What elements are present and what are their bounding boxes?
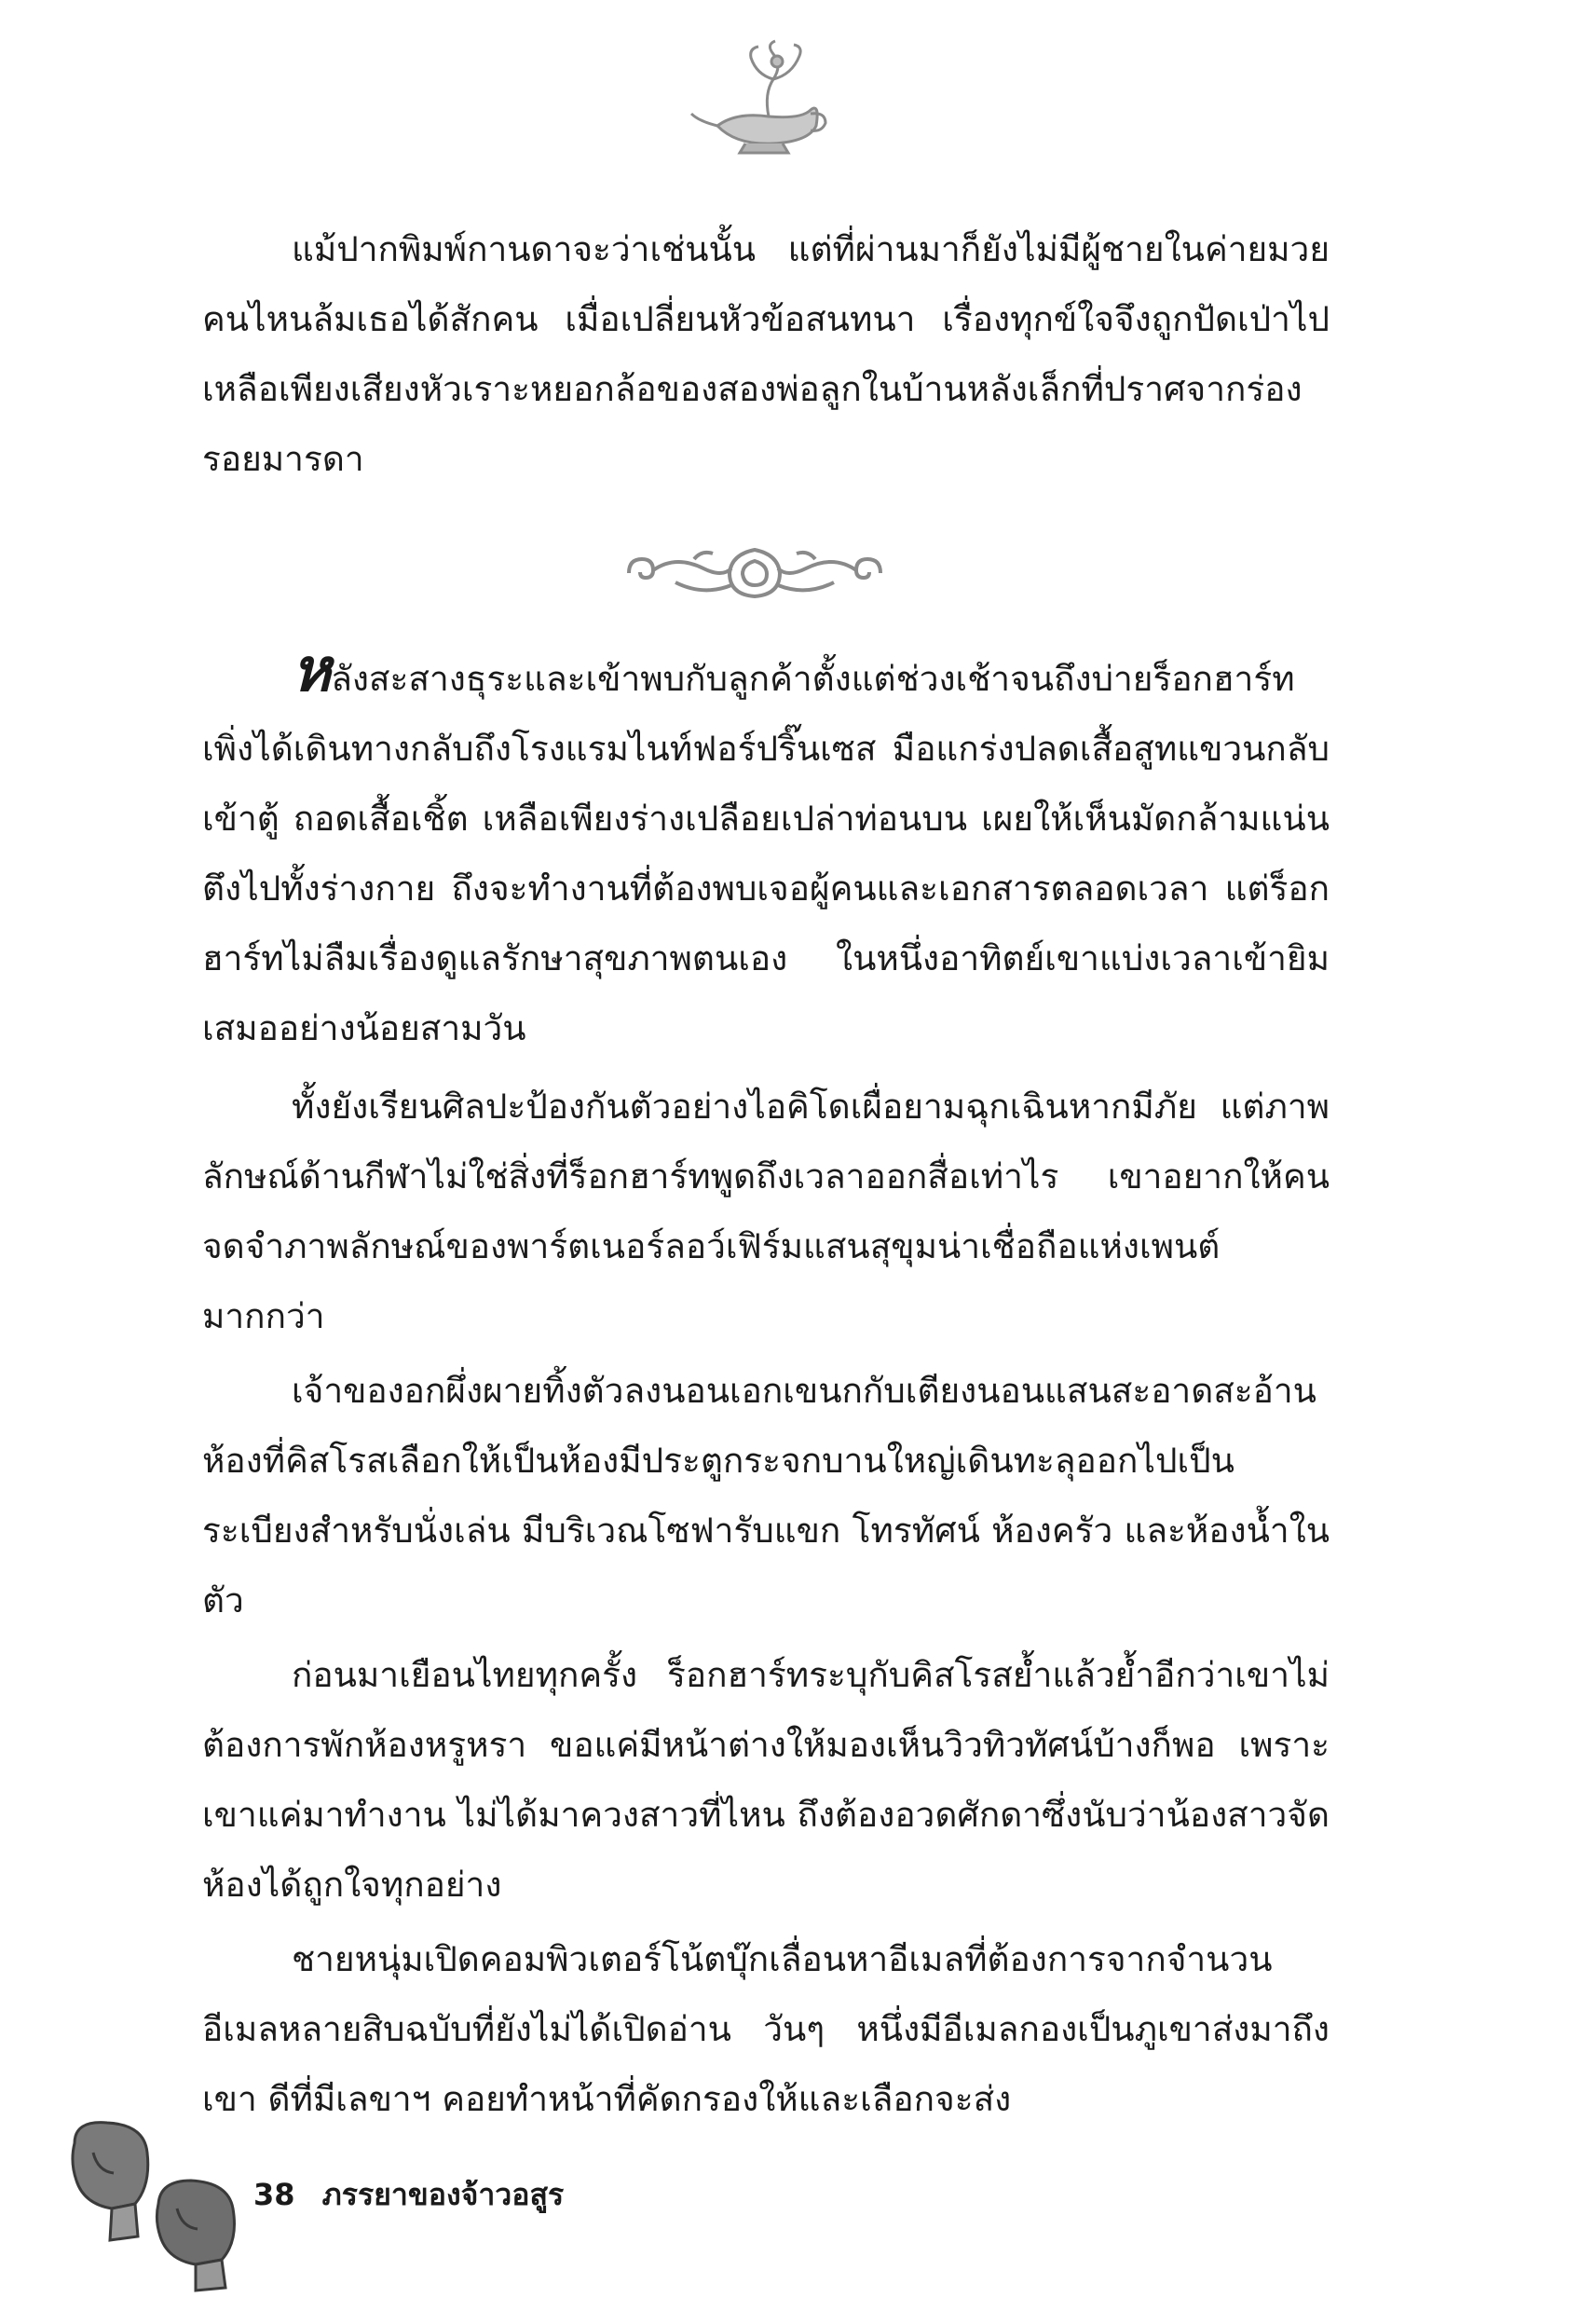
- paragraph: ก่อนมาเยือนไทยทุกครั้ง ร็อกฮาร์ทระบุกับคิสโรสย้ำแล้วย้ำอีกว่าเขาไม่ต้องการพักห้องหรูหรา ขอแค่มีหน้าต่างให้มองเห็นวิวทิวทัศน์บ้างก็พอ เพราะเขาแค่มาทำงาน ไม่ได้มาควงสาวที่ไหน ถึงต้องอวดศักดาซึ่งนับว่าน้องสาวจัดห้องได้ถูกใจทุกอย่าง: [202, 1655, 1330, 1905]
- genie-lamp-icon: [680, 37, 829, 158]
- paragraph: ทั้งยังเรียนศิลปะป้องกันตัวอย่างไอคิโดเผื่อยามฉุกเฉินหากมีภัย แต่ภาพลักษณ์ด้านกีฬาไม่ใช่สิ่งที่ร็อกฮาร์ทพูดถึงเวลาออกสื่อเท่าไร เขาอยากให้คนจดจำภาพลักษณ์ของพาร์ตเนอร์ลอว์เฟิร์มแสนสุขุมน่าเชื่อถือแห่งเพนต์มากกว่า: [202, 1087, 1330, 1336]
- paragraph: เจ้าของอกผึ่งผายทิ้งตัวลงนอนเอกเขนกกับเตียงนอนแสนสะอาดสะอ้าน ห้องที่คิสโรสเลือกให้เป็นห้องมีประตูกระจกบานใหญ่เดินทะลุออกไปเป็นระเบียงสำหรับนั่งเล่น มีบริเวณโซฟารับแขก โทรทัศน์ ห้องครัว และห้องน้ำในตัว: [202, 1371, 1330, 1620]
- page-footer: [253, 2171, 580, 2219]
- paragraph: ชายหนุ่มเปิดคอมพิวเตอร์โน้ตบุ๊กเลื่อนหาอีเมลที่ต้องการจากจำนวนอีเมลหลายสิบฉบับที่ยังไม่ได้เปิดอ่าน วันๆ หนึ่งมีอีเมลกองเป็นภูเขาส่งมาถึงเขา ดีที่มีเลขาฯ คอยทำหน้าที่คัดกรองให้และเลือกจะส่ง: [202, 1939, 1330, 2119]
- book-title: ภรรยาของจ้าวอสูร: [321, 2177, 565, 2212]
- paragraph: แม้ปากพิมพ์กานดาจะว่าเช่นนั้น แต่ที่ผ่านมาก็ยังไม่มีผู้ชายในค่ายมวยคนไหนล้มเธอได้สักคน เมื่อเปลี่ยนหัวข้อสนทนา เรื่องทุกข์ใจจึงถูกปัดเป่าไป เหลือเพียงเสียงหัวเราะหยอกล้อของสองพ่อลูกในบ้านหลังเล็กที่ปราศจากร่องรอยมารดา: [202, 229, 1330, 479]
- chapter-opening-text: ลังสะสางธุระและเข้าพบกับลูกค้าตั้งแต่ช่วงเช้าจนถึงบ่ายร็อกฮาร์ทเพิ่งได้เดินทางกลับถึงโรงแรมไนท์ฟอร์ปริ๊นเซส มือแกร่งปลดเสื้อสูทแขวนกลับเข้าตู้ ถอดเสื้อเชิ้ต เหลือเพียงร่างเปลือยเปล่าท่อนบน เผยให้เห็นมัดกล้ามแน่นตึงไปทั้งร่างกาย ถึงจะทำงานที่ต้องพบเจอผู้คนและเอกสารตลอดเวลา แต่ร็อกฮาร์ทไม่ลืมเรื่องดูแลรักษาสุขภาพตนเอง ในหนึ่งอาทิตย์เขาแบ่งเวลาเข้ายิมเสมออย่างน้อยสามวัน: [202, 659, 1330, 1048]
- drop-cap: ห: [292, 636, 332, 705]
- chapter-opening-paragraph: [202, 636, 1330, 1063]
- page-number: 38: [253, 2177, 295, 2212]
- flourish-divider-icon: [620, 531, 890, 615]
- boxing-gloves-icon: [56, 2115, 270, 2292]
